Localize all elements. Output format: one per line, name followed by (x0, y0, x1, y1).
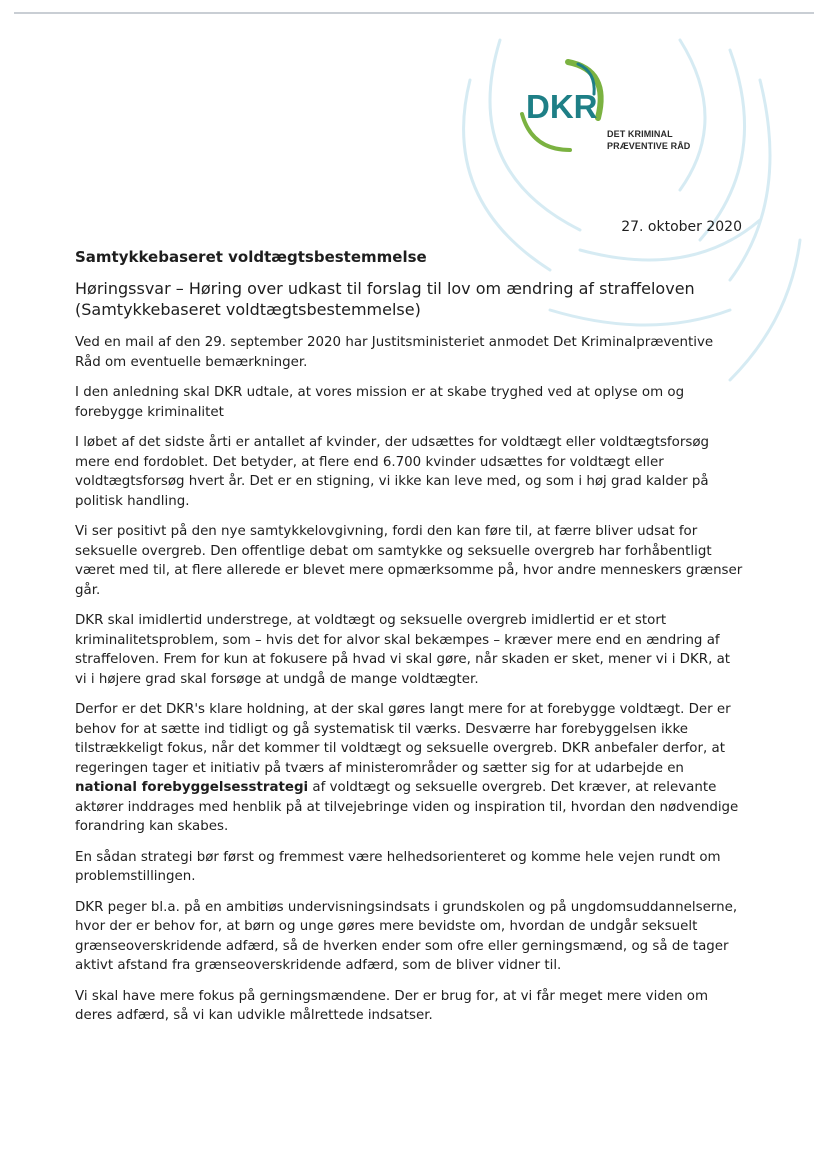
logo-name-line1: DET KRIMINAL (607, 129, 673, 139)
letter-date: 27. oktober 2020 (621, 219, 742, 235)
paragraph: Vi skal have mere fokus på gerningsmændene. Der er brug for, at vi får meget mere viden om deres adfærd, så vi kan udvikle målrettede indsatser. (75, 988, 709, 1023)
strategy-text-before: Derfor er det DKR's klare holdning, at der skal gøres langt mere for at forebygge voldtægt. Der er behov for at sætte ind tidligt og gå systematisk til værks. Desværre har forebyggelsen ikke tilstrækkeligt fokus, når det kommer til voldtægt og seksuelle overgreb. DKR anbefaler derfor, at regeringen tager et initiativ på tværs af ministerområder og sætter sig for at udarbejde en (75, 702, 731, 776)
paragraph: Vi ser positivt på den nye samtykkelovgivning, fordi den kan føre til, at færre bliver udsat for seksuelle overgreb. Den offentlige debat om samtykke og seksuelle overgreb har forhåbentligt været med til, at flere allerede er blevet mere opmærksomme på, hvor andre menneskers grænser går. (75, 524, 743, 598)
paragraph: En sådan strategi bør først og fremmest være helhedsorienteret og komme hele vejen rundt om problemstillingen. (75, 849, 721, 884)
paragraph: DKR skal imidlertid understrege, at voldtægt og seksuelle overgreb imidlertid er et stort kriminalitetsproblem, som – hvis det for alvor skal bekæmpes – kræver mere end en ændring af straffeloven. Frem for kun at fokusere på hvad vi skal gøre, når skaden er sket, mener vi i DKR, at vi i højere grad skal forsøge at undgå de mange voldtægter. (75, 613, 731, 687)
letter-body (75, 248, 743, 1037)
paragraph: I løbet af det sidste årti er antallet af kvinder, der udsættes for voldtægt eller voldtægtsforsøg mere end fordoblet. Det betyder, at flere end 6.700 kvinder udsættes for voldtægt eller voldtægtsforsøg hvert år. Det er en stigning, vi ikke kan leve med, og som i høj grad kalder på politisk handling. (75, 435, 710, 509)
top-divider (14, 12, 814, 14)
letter-subtitle: Høringssvar – Høring over udkast til forslag til lov om ændring af straffeloven (Samtykkebaseret voldtægtsbestemmelse) (75, 279, 695, 319)
strategy-highlight: national forebyggelsesstrategi (75, 780, 309, 795)
paragraph: DKR peger bl.a. på en ambitiøs undervisningsindsats i grundskolen og på ungdomsuddannelserne, hvor der er behov for, at børn og unge gøres mere bevidste om, hvordan de undgår seksuelt grænseoverskridende adfærd, så de hverken ender som ofre eller gerningsmænd, og så de tager aktivt afstand fra grænseoverskridende adfærd, som de bliver vidner til. (75, 899, 738, 973)
strategy-paragraph (75, 700, 743, 837)
dkr-logo-acronym: DKR (526, 88, 598, 125)
strategy-text-after: af voldtægt og seksuelle overgreb. Det kræver, at relevante aktører inddrages med henblik på at tilvejebringe viden og inspiration til, hvordan den nødvendige forandring kan skabes. (75, 780, 739, 834)
logo-name-line2: PRÆVENTIVE RÅD (607, 141, 691, 151)
dkr-logo-name (607, 128, 690, 152)
paragraph: I den anledning skal DKR udtale, at vores mission er at skabe tryghed ved at oplyse om og forebygge kriminalitet (75, 385, 685, 420)
paragraph: Ved en mail af den 29. september 2020 har Justitsministeriet anmodet Det Kriminalpræventive Råd om eventuelle bemærkninger. (75, 335, 714, 370)
letter-title: Samtykkebaseret voldtægtsbestemmelse (75, 248, 427, 266)
